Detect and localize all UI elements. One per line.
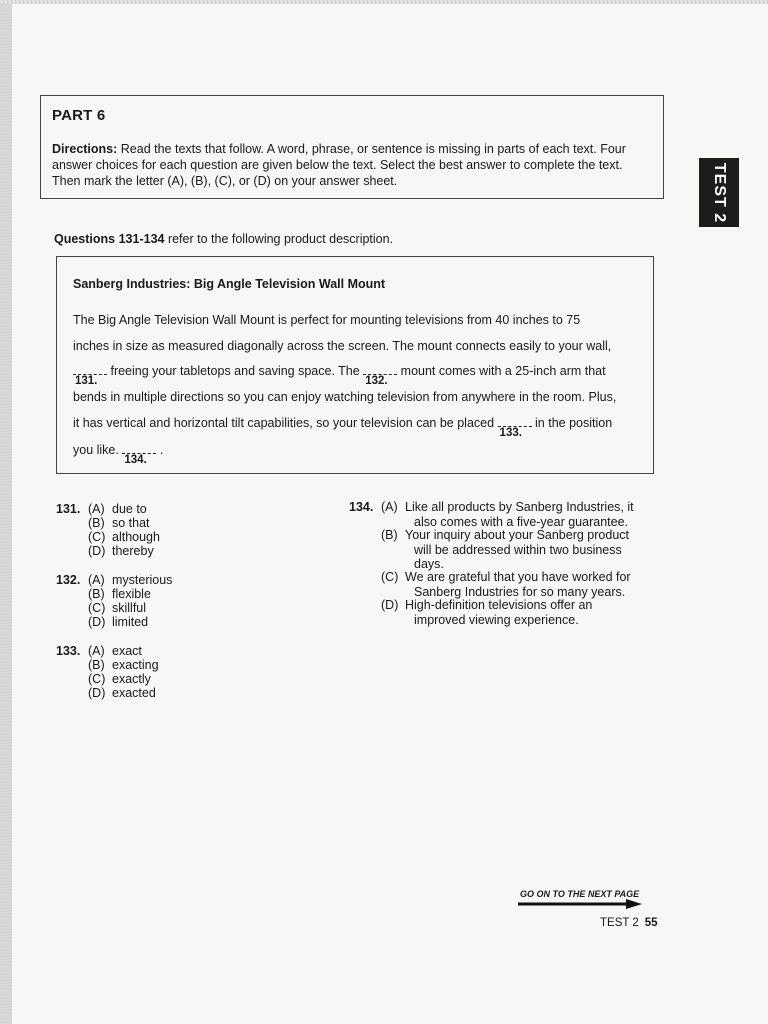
question-132 — [56, 573, 336, 633]
option-text: exact — [112, 644, 142, 658]
arrow-right-icon — [518, 899, 644, 909]
question-number: 133. — [56, 644, 81, 658]
go-on-next-page: GO ON TO THE NEXT PAGE — [520, 889, 640, 899]
answer-option[interactable] — [381, 570, 657, 599]
directions-text — [52, 141, 650, 189]
blank-132 — [363, 364, 397, 387]
option-text-line: improved viewing experience. — [414, 612, 579, 627]
passage-text: you like. — [73, 443, 123, 457]
option-letter: (C) — [88, 530, 106, 544]
directions-label: Directions: — [52, 142, 118, 156]
option-text: skillful — [112, 601, 147, 615]
passage-text: . — [156, 443, 164, 457]
scan-edge — [0, 0, 12, 1024]
page-number: 55 — [644, 917, 658, 929]
test-side-tab-label: TEST 2 — [711, 162, 729, 223]
option-text: exacting — [112, 658, 159, 672]
part-title: PART 6 — [52, 107, 106, 124]
answer-option[interactable] — [88, 587, 151, 602]
option-text: exacted — [112, 686, 156, 700]
passage-line: The Big Angle Television Wall Mount is perfect for mounting televisions from 40 inches to 75 — [73, 313, 581, 327]
blank-number: 132. — [365, 375, 388, 387]
blank-134 — [122, 443, 156, 466]
blank-number: 131. — [75, 375, 98, 387]
answer-option[interactable] — [88, 516, 150, 531]
passage-line — [73, 364, 606, 387]
option-letter: (A) — [381, 500, 398, 514]
passage-text: freeing your tabletops and saving space. The — [107, 364, 364, 378]
option-letter: (B) — [88, 516, 105, 530]
question-133 — [56, 644, 336, 704]
blank-133 — [498, 416, 532, 439]
directions-body: Read the texts that follow. A word, phrase, or sentence is missing in parts of each text. Four answer choices for each question are given below the text. Select the best answer to complete the text. Then mark the letter (A), (B), (C), or (D) on your answer sheet. — [52, 142, 626, 188]
question-134 — [349, 500, 659, 630]
answer-option[interactable] — [88, 644, 142, 659]
option-letter: (D) — [88, 615, 106, 629]
question-number: 131. — [56, 502, 81, 516]
option-letter: (D) — [88, 544, 106, 558]
option-letter: (A) — [88, 644, 105, 658]
option-text-line: High-definition televisions offer an — [405, 598, 593, 612]
questions-intro — [54, 232, 393, 246]
question-number: 132. — [56, 573, 81, 587]
option-text-line: also comes with a five-year guarantee. — [414, 514, 628, 529]
scan-top-edge — [0, 0, 768, 4]
test-side-tab — [699, 158, 739, 227]
passage-text: mount comes with a 25-inch arm that — [397, 364, 606, 378]
option-text-line: days. — [414, 557, 444, 571]
option-text: limited — [112, 615, 149, 629]
passage-text: in the position — [531, 416, 613, 430]
option-letter: (A) — [88, 573, 105, 587]
option-text-line: We are grateful that you have worked for — [405, 570, 631, 584]
option-letter: (B) — [88, 587, 105, 601]
option-text-line: will be addressed within two business — [414, 542, 622, 557]
option-text: thereby — [112, 544, 154, 558]
passage-line — [73, 416, 613, 439]
answer-option[interactable] — [88, 530, 160, 545]
option-text: exactly — [112, 672, 151, 686]
option-text: although — [112, 530, 160, 544]
passage-line — [73, 443, 164, 466]
passage-line: bends in multiple directions so you can enjoy watching television from anywhere in the room. Plus, — [73, 390, 617, 404]
option-text: mysterious — [112, 573, 173, 587]
blank-number: 134. — [124, 454, 147, 466]
answer-option[interactable] — [88, 573, 172, 588]
answer-option[interactable] — [88, 686, 156, 701]
option-letter: (B) — [88, 658, 105, 672]
questions-range: Questions 131-134 — [54, 232, 165, 246]
option-letter: (B) — [381, 528, 398, 542]
passage-title: Sanberg Industries: Big Angle Television Wall Mount — [73, 277, 386, 291]
option-text-line: Your inquiry about your Sanberg product — [405, 528, 629, 542]
option-letter: (A) — [88, 502, 105, 516]
answer-option[interactable] — [88, 601, 146, 616]
option-text: due to — [112, 502, 147, 516]
answer-option[interactable] — [381, 500, 657, 529]
blank-number: 133. — [499, 427, 522, 439]
passage-text: it has vertical and horizontal tilt capabilities, so your television can be placed — [73, 416, 498, 430]
option-text: flexible — [112, 587, 151, 601]
passage-line: inches in size as measured diagonally across the screen. The mount connects easily to your wall, — [73, 339, 612, 353]
option-letter: (D) — [88, 686, 106, 700]
questions-intro-text: refer to the following product description. — [164, 232, 394, 246]
answer-option[interactable] — [381, 528, 657, 572]
footer-test-label: TEST 2 — [600, 917, 639, 929]
answer-option[interactable] — [88, 672, 151, 687]
answer-option[interactable] — [88, 502, 147, 517]
answer-option[interactable] — [88, 615, 148, 630]
blank-131 — [73, 364, 107, 387]
option-letter: (C) — [381, 570, 399, 584]
option-letter: (C) — [88, 601, 106, 615]
option-letter: (C) — [88, 672, 106, 686]
answer-option[interactable] — [381, 598, 657, 627]
question-131 — [56, 502, 336, 562]
page-footer — [600, 917, 658, 929]
option-text: so that — [112, 516, 150, 530]
question-number: 134. — [349, 500, 374, 514]
option-text-line: Sanberg Industries for so many years. — [414, 584, 626, 599]
answer-option[interactable] — [88, 544, 154, 559]
option-letter: (D) — [381, 598, 399, 612]
option-text-line: Like all products by Sanberg Industries, it — [405, 500, 634, 514]
answer-option[interactable] — [88, 658, 159, 673]
